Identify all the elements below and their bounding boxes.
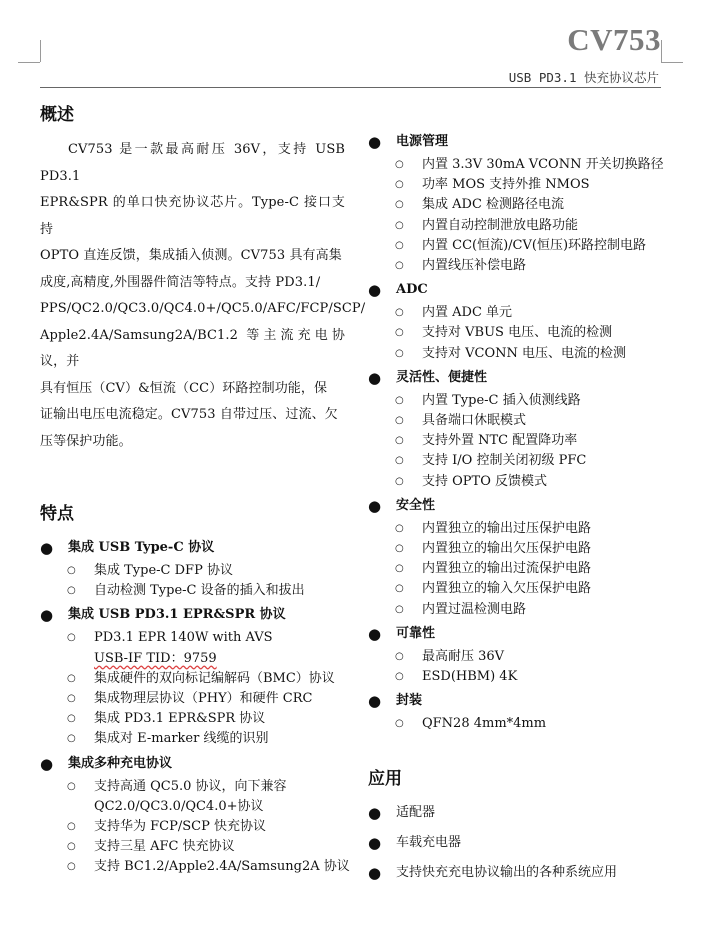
overview-line: 压等保护功能。 [40, 433, 132, 449]
bullet-icon: ● [368, 368, 382, 387]
circle-bullet-icon: ○ [67, 861, 76, 873]
circle-bullet-icon: ○ [395, 159, 404, 170]
circle-bullet-icon: ○ [67, 821, 76, 833]
spec-group-title: ● ADC [368, 281, 428, 300]
bullet-icon: ● [40, 754, 54, 773]
circle-bullet-icon: ○ [67, 713, 76, 725]
spec-item: ○ 内置自动控制泄放电路功能 [368, 216, 668, 236]
feature-item: ○ 支持 BC1.2/Apple2.4A/Samsung2A 协议 [40, 857, 345, 877]
spec-group [368, 280, 668, 364]
circle-bullet-icon: ○ [395, 219, 404, 231]
spec-item: ○ 内置独立的输出过流保护电路 [368, 559, 668, 579]
spec-group-title: ● 安全性 [368, 496, 436, 515]
spec-item: ○ 集成 ADC 检测路径电流 [368, 195, 668, 215]
spec-item: ○ 支持 OPTO 反馈模式 [368, 472, 668, 492]
bullet-icon: ● [368, 624, 382, 643]
spec-group-title: ● 电源管理 [368, 133, 449, 151]
feature-item: QC2.0/QC3.0/QC4.0+协议 [94, 798, 264, 814]
spec-item: ○ 支持对 VBUS 电压、电流的检测 [368, 323, 668, 343]
application-item: ● 车载充电器 [368, 834, 462, 853]
circle-bullet-icon: ○ [395, 347, 404, 359]
spec-item: ○ QFN28 4mm*4mm [368, 714, 668, 734]
applications-heading: 应用 [368, 769, 402, 790]
feature-group-title: ● 集成 USB PD3.1 EPR&SPR 协议 [40, 606, 286, 625]
circle-bullet-icon: ○ [395, 475, 404, 487]
feature-group [40, 538, 345, 601]
header-rule [40, 87, 661, 88]
application-item: ● 支持快充充电协议输出的各种系统应用 [368, 864, 618, 883]
circle-bullet-icon: ○ [395, 394, 404, 406]
overview-line: 成度,高精度,外围器件简洁等特点。支持 PD3.1/ [40, 274, 321, 290]
overview-line: 具有恒压（CV）&恒流（CC）环路控制功能，保 [40, 380, 328, 396]
spec-item: ○ 内置 3.3V 30mA VCONN 开关切换路径 [368, 155, 668, 175]
spec-group [368, 624, 668, 687]
overview-line: EPR&SPR 的单口快充协议芯片。Type-C 接口支持 [40, 195, 345, 237]
circle-bullet-icon: ○ [67, 672, 76, 684]
overview-heading: 概述 [40, 105, 74, 125]
circle-bullet-icon: ○ [395, 435, 404, 447]
circle-bullet-icon: ○ [395, 543, 404, 555]
overview-line: CV753 是一款最高耐压 36V，支持 USB PD3.1 [40, 142, 345, 184]
spec-item: ○ 支持对 VCONN 电压、电流的检测 [368, 344, 668, 364]
bullet-icon: ● [368, 281, 382, 300]
spec-item: ○ 支持外置 NTC 配置降功率 [368, 431, 668, 451]
document-subtitle: USB PD3.1 快充协议芯片 [508, 70, 659, 85]
spec-group [368, 132, 668, 276]
circle-bullet-icon: ○ [395, 179, 404, 191]
feature-group [40, 754, 350, 878]
spec-item: ○ 具备端口休眠模式 [368, 411, 668, 431]
spec-item: ○ 内置 CC(恒流)/CV(恒压)环路控制电路 [368, 236, 668, 256]
feature-item: ○ 支持三星 AFC 快充协议 [40, 837, 345, 857]
circle-bullet-icon: ○ [67, 780, 76, 792]
bullet-icon: ● [368, 496, 382, 515]
circle-bullet-icon: ○ [395, 603, 404, 615]
feature-item: ○ 支持高通 QC5.0 协议，向下兼容 [40, 777, 345, 797]
circle-bullet-icon: ○ [395, 455, 404, 467]
circle-bullet-icon: ○ [395, 260, 404, 272]
bullet-icon: ● [368, 692, 382, 711]
circle-bullet-icon: ○ [67, 693, 76, 705]
spec-item: ○ ESD(HBM) 4K [368, 667, 668, 687]
spec-item: ○ 内置过温检测电路 [368, 600, 668, 620]
feature-group-title: ● 集成 USB Type-C 协议 [40, 539, 215, 557]
circle-bullet-icon: ○ [395, 718, 404, 730]
overview-paragraph [40, 137, 366, 455]
left-column [40, 100, 366, 882]
spec-item: ○ 内置线压补偿电路 [368, 256, 668, 276]
spec-item: ○ 内置独立的输出过压保护电路 [368, 519, 668, 539]
spec-group [368, 368, 668, 492]
feature-item: ○ 集成硬件的双向标记编解码（BMC）协议 [40, 669, 345, 689]
circle-bullet-icon: ○ [395, 199, 404, 211]
spec-group-title: ● 封装 [368, 692, 423, 711]
circle-bullet-icon: ○ [67, 585, 76, 597]
feature-item: ○ 集成 PD3.1 EPR&SPR 协议 [40, 709, 345, 729]
right-column [368, 128, 668, 883]
spec-item: ○ 内置 Type-C 插入侦测线路 [368, 391, 668, 411]
bullet-icon: ● [40, 539, 54, 557]
crop-mark-top-left-h [18, 62, 40, 63]
spec-group [368, 691, 668, 734]
circle-bullet-icon: ○ [67, 565, 76, 576]
circle-bullet-icon: ○ [395, 563, 404, 575]
bullet-icon: ● [368, 133, 382, 151]
circle-bullet-icon: ○ [395, 307, 404, 319]
circle-bullet-icon: ○ [395, 650, 404, 662]
feature-item: ○ PD3.1 EPR 140W with AVS [40, 628, 345, 648]
overview-line: PPS/QC2.0/QC3.0/QC4.0+/QC5.0/AFC/FCP/SCP/ [40, 301, 366, 316]
circle-bullet-icon: ○ [395, 415, 404, 427]
spec-group-title: ● 可靠性 [368, 624, 436, 643]
features-heading: 特点 [40, 504, 74, 524]
feature-item: ○ 支持华为 FCP/SCP 快充协议 [40, 817, 345, 837]
overview-line: OPTO 直连反馈，集成插入侦测。CV753 具有高集 [40, 248, 342, 263]
spec-item: ○ 内置独立的输入欠压保护电路 [368, 579, 668, 599]
bullet-icon: ● [368, 864, 382, 883]
circle-bullet-icon: ○ [395, 583, 404, 595]
spec-group-title: ● 灵活性、便捷性 [368, 368, 488, 387]
crop-mark-top-right-h [661, 62, 683, 63]
feature-item: ○ 集成 Type-C DFP 协议 [40, 561, 345, 581]
feature-item: USB-IF TID：9759 [94, 650, 217, 666]
crop-mark-top-right-v [661, 40, 662, 62]
overview-line: 证输出电压电流稳定。CV753 自带过压、过流、欠 [40, 407, 338, 422]
spec-item: ○ 内置独立的输出欠压保护电路 [368, 539, 668, 559]
circle-bullet-icon: ○ [67, 733, 76, 745]
bullet-icon: ● [40, 606, 54, 625]
spec-item: ○ 功率 MOS 支持外推 NMOS [368, 175, 668, 195]
overview-line: Apple2.4A/Samsung2A/BC1.2 等主流充电协议，并 [40, 327, 345, 369]
spec-item: ○ 内置 ADC 单元 [368, 303, 668, 323]
feature-item: ○ 集成物理层协议（PHY）和硬件 CRC [40, 689, 345, 709]
spec-group [368, 496, 668, 620]
bullet-icon: ● [368, 804, 382, 823]
crop-mark-top-left-v [40, 40, 41, 62]
feature-item: ○ 自动检测 Type-C 设备的插入和拔出 [40, 581, 345, 601]
bullet-icon: ● [368, 834, 382, 853]
spec-item: ○ 支持 I/O 控制关闭初级 PFC [368, 451, 668, 471]
feature-item: ○ 集成对 E-marker 线缆的识别 [40, 729, 345, 749]
circle-bullet-icon: ○ [395, 239, 404, 251]
spec-item: ○ 最高耐压 36V [368, 647, 668, 667]
circle-bullet-icon: ○ [67, 841, 76, 853]
circle-bullet-icon: ○ [395, 522, 404, 534]
circle-bullet-icon: ○ [395, 671, 404, 683]
document-title: CV753 [567, 22, 661, 57]
application-item: ● 适配器 [368, 804, 436, 823]
feature-group-title: ● 集成多种充电协议 [40, 754, 173, 773]
circle-bullet-icon: ○ [395, 327, 404, 339]
circle-bullet-icon: ○ [67, 632, 76, 644]
feature-group [40, 605, 345, 749]
